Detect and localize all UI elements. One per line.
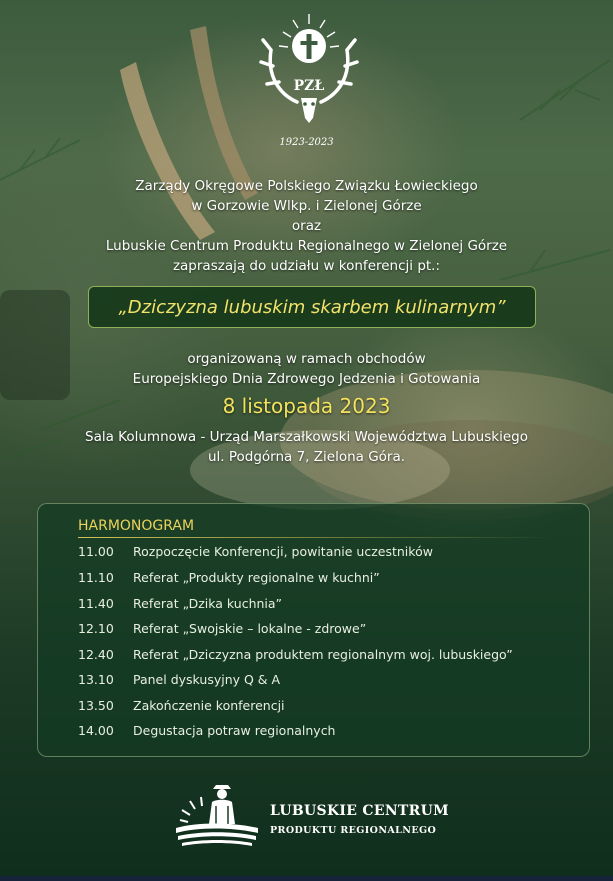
footer-org-subtitle: PRODUKTU REGIONALNEGO (270, 825, 437, 836)
schedule-time: 11.00 (78, 544, 114, 559)
schedule-desc: Referat „Dzika kuchnia” (133, 596, 283, 611)
anniversary-years: 1923-2023 (279, 137, 334, 148)
schedule-desc: Zakończenie konferencji (133, 698, 285, 713)
intro-line-4: Lubuskie Centrum Produktu Regionalnego w Zielonej Górze (105, 238, 508, 254)
schedule-title: HARMONOGRAM (78, 518, 195, 534)
conference-title-box (88, 286, 536, 328)
schedule-row (78, 621, 578, 643)
venue-line-2: ul. Podgórna 7, Zielona Góra. (207, 449, 406, 465)
schedule-row (78, 596, 578, 618)
intro-line-5: zapraszają do udziału w konferencji pt.: (172, 258, 441, 274)
schedule-time: 14.00 (78, 723, 114, 738)
conference-title: „Dziczyzna lubuskim skarbem kulinarnym” (118, 296, 506, 318)
logo-text: PZŁ (293, 78, 325, 94)
schedule-desc: Referat „Dziczyzna produktem regionalnym woj. lubuskiego” (133, 647, 513, 662)
schedule-row (78, 544, 578, 566)
schedule-desc: Rozpoczęcie Konferencji, powitanie uczestników (133, 544, 433, 559)
schedule-time: 12.10 (78, 621, 114, 636)
schedule-row (78, 647, 578, 669)
schedule-desc: Referat „Produkty regionalne w kuchni” (133, 570, 380, 585)
intro-line-3: oraz (291, 218, 322, 234)
occasion-line-1: organizowaną w ramach obchodów (187, 351, 426, 367)
schedule-divider (78, 537, 558, 538)
schedule-desc: Degustacja potraw regionalnych (133, 723, 336, 738)
schedule-panel (37, 503, 590, 757)
schedule-time: 12.40 (78, 647, 114, 662)
event-date: 8 listopada 2023 (222, 394, 391, 418)
intro-line-2: w Gorzowie Wlkp. i Zielonej Górze (191, 198, 422, 214)
occasion-line-2: Europejskiego Dnia Zdrowego Jedzenia i Gotowania (132, 371, 481, 387)
footer-org-name: LUBUSKIE CENTRUM (270, 803, 449, 819)
intro-line-1: Zarządy Okręgowe Polskiego Związku Łowieckiego (135, 178, 478, 194)
schedule-time: 11.40 (78, 596, 114, 611)
lcpr-logo (172, 780, 262, 852)
schedule-time: 13.10 (78, 672, 114, 687)
schedule-row (78, 723, 578, 745)
schedule-row (78, 570, 578, 592)
schedule-row (78, 698, 578, 720)
schedule-time: 11.10 (78, 570, 114, 585)
pzl-logo (257, 10, 361, 125)
schedule-desc: Referat „Swojskie – lokalne - zdrowe” (133, 621, 367, 636)
schedule-time: 13.50 (78, 698, 114, 713)
schedule-desc: Panel dyskusyjny Q & A (133, 672, 281, 687)
venue-line-1: Sala Kolumnowa - Urząd Marszałkowski Województwa Lubuskiego (85, 429, 528, 445)
schedule-row (78, 672, 578, 694)
bottom-band (0, 876, 613, 881)
